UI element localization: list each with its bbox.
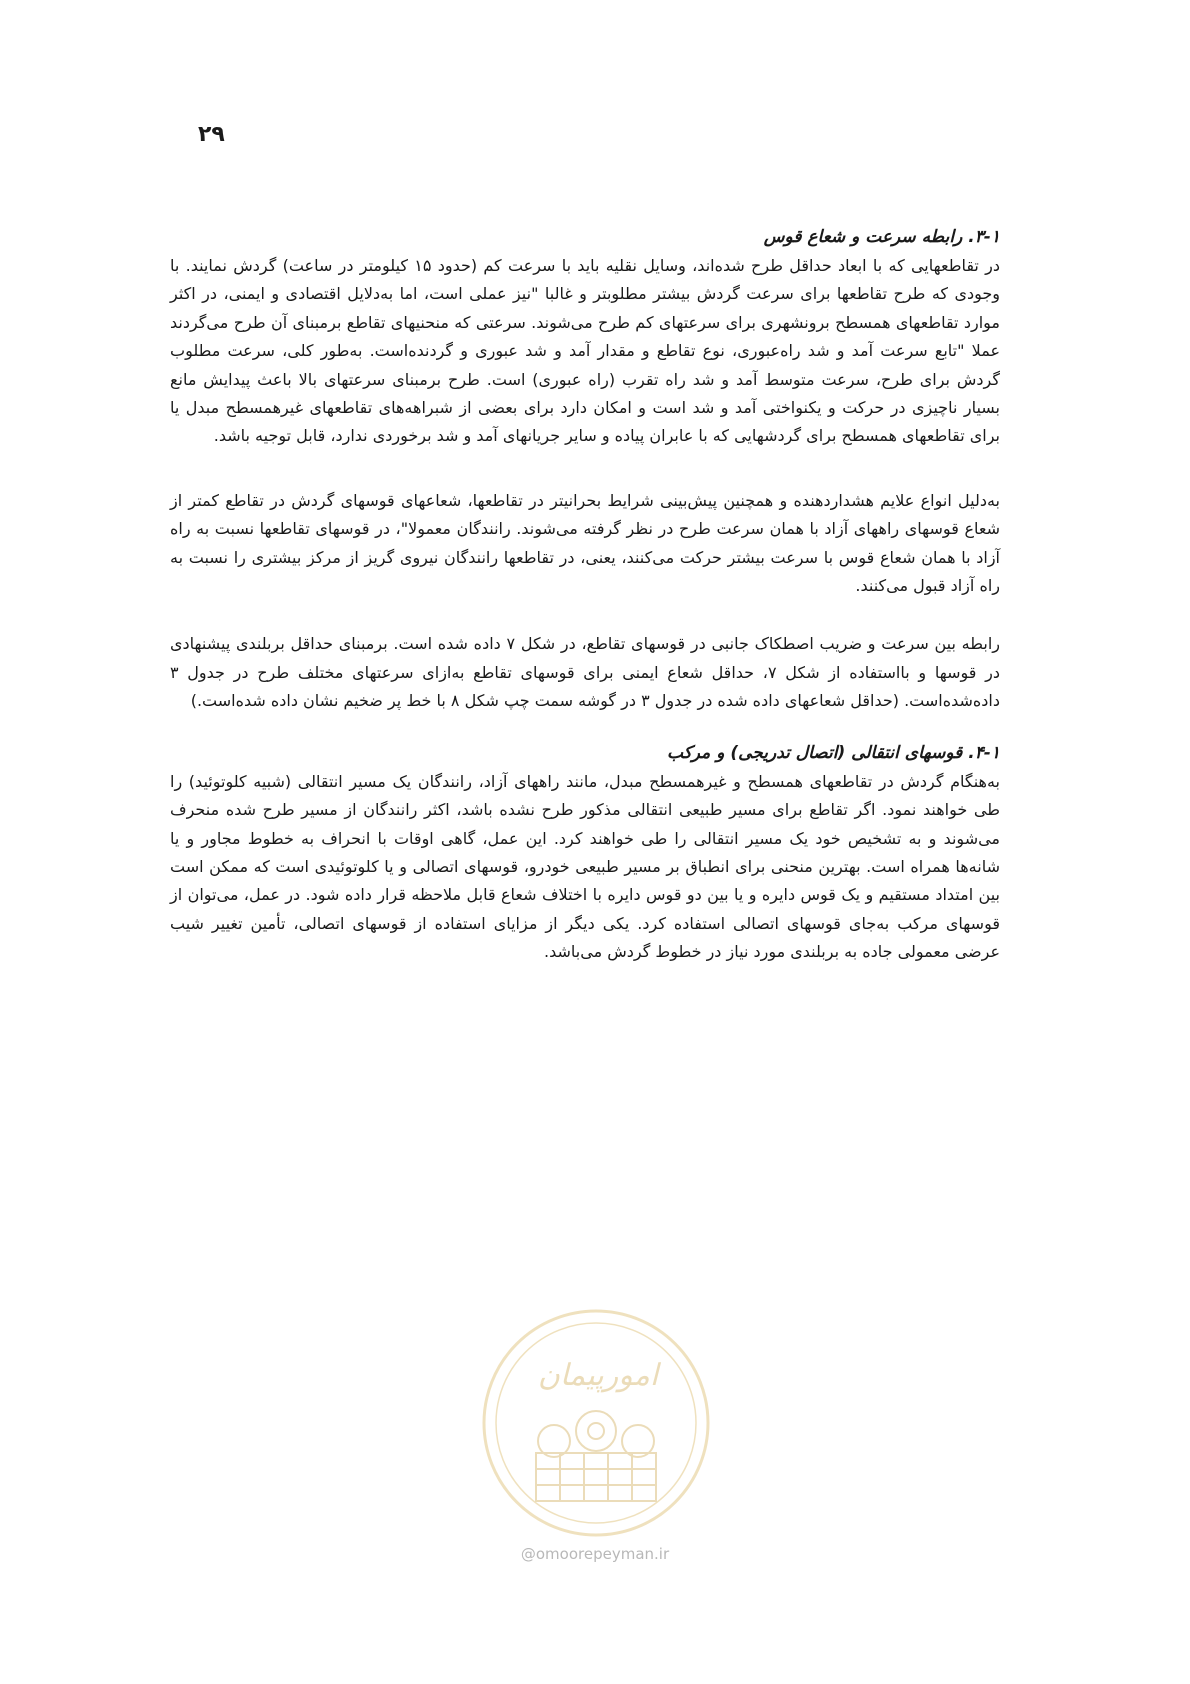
paragraph: به‌دلیل انواع علایم هشداردهنده و همچنین پیش‌بینی شرایط بحرانیتر در تقاطعها، شعاعهای قوسهای گردش در تقاطع کمتر از شعاع قوسهای راههای آزاد با همان سرعت طرح در نظر گرفته می‌شوند. رانندگان معمولا"، در قوسهای تقاطعها نسبت به راه آزاد با همان شعاع قوس با سرعت بیشتر حرکت می‌کنند، یعنی، در تقاطعها رانندگان نیروی گریز از مرکز بیشتری را نسبت به راه آزاد قبول می‌کنند. — [170, 490, 1000, 596]
paragraph: در تقاطعهایی که با ابعاد حداقل طرح شده‌اند، وسایل نقلیه باید با سرعت کم (حدود ۱۵ کیلومتر در ساعت) گردش نمایند. با وجودی که طرح تقاطعها برای سرعت گردش بیشتر مطلوبتر و غالبا "نیز عملی است، اما به‌دلایل اقتصادی و ایمنی، در اکثر موارد تقاطعهای همسطح برونشهری برای سرعتهای کم طرح می‌شوند. سرعتی که منحنیهای تقاطع برمبنای آن طرح می‌گردند عملا "تابع سرعت آمد و شد راه‌عبوری، نوع تقاطع و مقدار آمد و شد عبوری و گردنده‌است. به‌طور کلی، سرعت مطلوب گردش برای طرح، سرعت متوسط آمد و شد راه تقرب (راه عبوری) است. طرح برمبنای سرعتهای بالا باعث پیدایش مانع بسیار ناچیزی در حرکت و یکنواختی آمد و شد است و امکان دارد برای بعضی از شبراهه‌های تقاطعهای غیرهمسطح مبدل یا برای تقاطعهای همسطح برای گردشهایی که با عابران پیاده و سایر جریانهای آمد و شد برخوردی ندارد، قابل توجیه باشد. — [170, 256, 1000, 446]
page-number: ۲۹ — [198, 122, 225, 147]
svg-text:امورپیمان: امورپیمان — [537, 1358, 659, 1393]
watermark-url: @omoorepeyman.ir — [520, 1545, 670, 1563]
paragraph: رابطه بین سرعت و ضریب اصطکاک جانبی در قوسهای تقاطع، در شکل ۷ داده شده است. برمبنای حداقل بربلندی پیشنهادی در قوسها و بااستفاده از شکل ۷، حداقل شعاع ایمنی برای قوسهای تقاطع به‌ازای سرعتهای مختلف طرح در جدول ۳ داده‌شده‌است. (حداقل شعاعهای داده شده در جدول ۳ در گوشه سمت چپ شکل ۸ با خط پر ضخیم نشان داده شده‌است.) — [170, 634, 1001, 711]
watermark-logo — [476, 1303, 716, 1543]
section-heading-transition-curves: ۴-۱. قوسهای انتقالی (اتصال تدریجی) و مرکب — [667, 742, 1000, 763]
section-heading-speed-radius: ۳-۱. رابطه سرعت و شعاع قوس — [763, 227, 1000, 247]
document-body — [170, 222, 1000, 967]
paragraph: به‌هنگام گردش در تقاطعهای همسطح و غیرهمسطح مبدل، مانند راههای آزاد، رانندگان یک مسیر انتقالی (شبیه کلوتوئید) را طی خواهند نمود. اگر تقاطع برای مسیر طبیعی انتقالی مذکور طرح نشده باشد، اکثر رانندگان از مسیر طرح شده منحرف می‌شوند و به تشخیص خود یک مسیر انتقالی را طی خواهند کرد. این عمل، گاهی اوقات با انحراف به خطوط مجاور و یا شانه‌ها همراه است. بهترین منحنی برای انطباق بر مسیر طبیعی خودرو، قوسهای اتصالی و یا کلوتوئیدی است که ممکن است بین امتداد مستقیم و یک قوس دایره و یا بین دو قوس دایره با اختلاف شعاع قابل ملاحظه قرار داده شود. در عمل، می‌توان از قوسهای مرکب به‌جای قوسهای اتصالی استفاده کرد. یکی دیگر از مزایای استفاده از قوسهای اتصالی، تأمین تغییر شیب عرضی معمولی جاده به بربلندی مورد نیاز در خطوط گردش می‌باشد. — [170, 771, 1000, 962]
